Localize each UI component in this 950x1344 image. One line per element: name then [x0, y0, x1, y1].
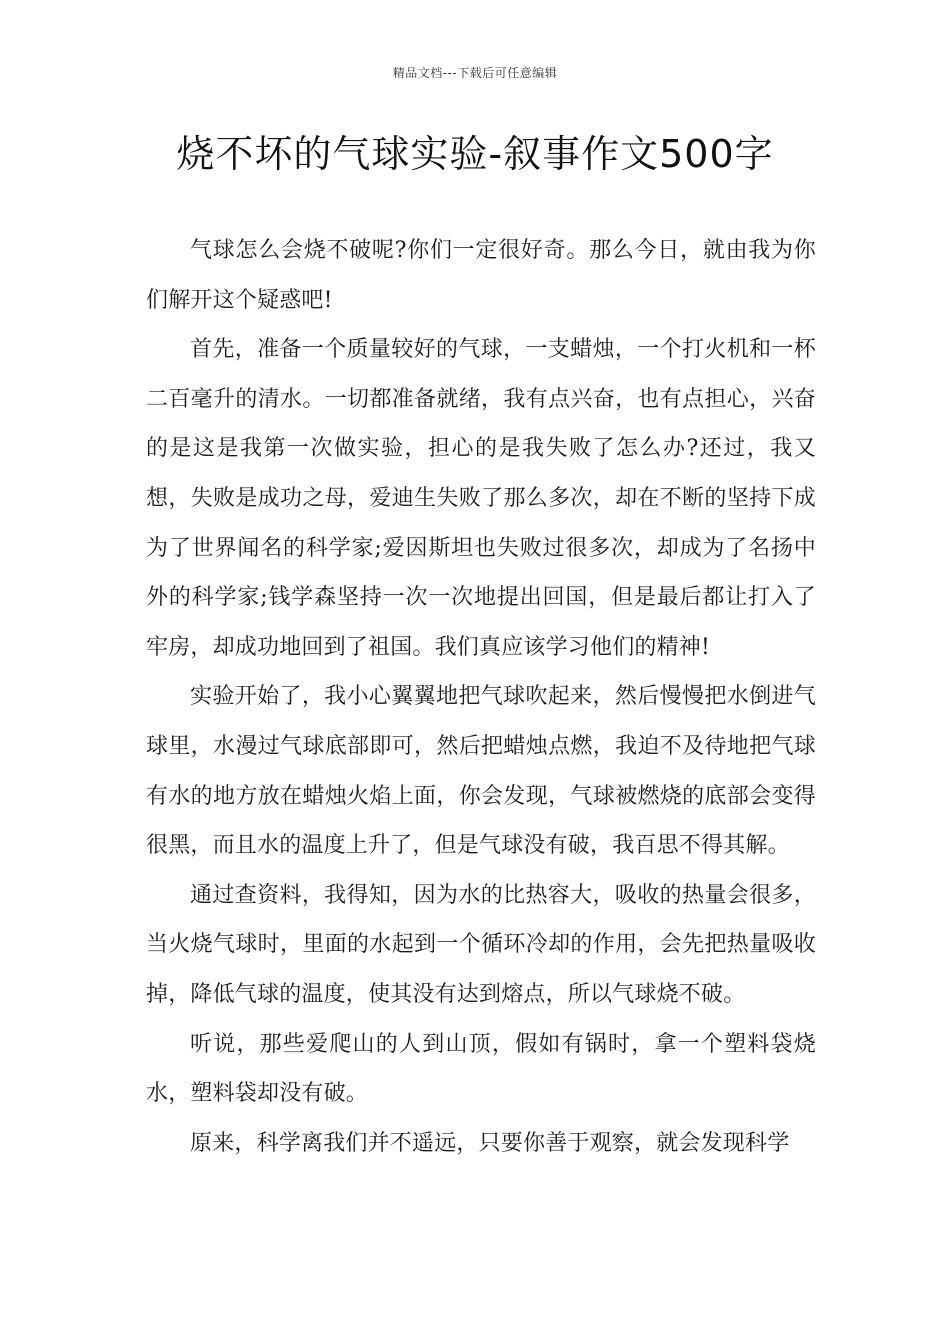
paragraph: 实验开始了，我小心翼翼地把气球吹起来，然后慢慢把水倒进气球里，水漫过气球底部即可，然后把蜡烛点燃，我迫不及待地把气球有水的地方放在蜡烛火焰上面，你会发现，气球被燃烧的底部会变得很黑，而且水的温度上升了，但是气球没有破，我百思不得其解。	[146, 684, 816, 859]
paragraph: 通过查资料，我得知，因为水的比热容大，吸收的热量会很多，当火烧气球时，里面的水起到一个循环冷却的作用，会先把热量吸收掉，降低气球的温度，使其没有达到熔点，所以气球烧不破。	[146, 882, 816, 1007]
header-note: 精品文档---下载后可任意编辑	[392, 66, 558, 80]
document-body	[146, 226, 816, 1168]
paragraph: 听说，那些爱爬山的人到山顶，假如有锅时，拿一个塑料袋烧水，塑料袋却没有破。	[146, 1031, 816, 1107]
paragraph: 原来，科学离我们并不遥远，只要你善于观察，就会发现科学	[190, 1130, 790, 1156]
paragraph: 气球怎么会烧不破呢?你们一定很好奇。那么今日，就由我为你们解开这个疑惑吧!	[146, 238, 816, 313]
paragraph: 首先，准备一个质量较好的气球，一支蜡烛，一个打火机和一杯二百毫升的清水。一切都准备就绪，我有点兴奋，也有点担心，兴奋的是这是我第一次做实验，担心的是我失败了怎么办?还过，我又想，失败是成功之母，爱迪生失败了那么多次，却在不断的坚持下成为了世界闻名的科学家;爱因斯坦也失败过很多次，却成为了名扬中外的科学家;钱学森坚持一次一次地提出回国，但是最后都让打入了牢房，却成功地回到了祖国。我们真应该学习他们的精神!	[146, 337, 816, 660]
document-title: 烧不坏的气球实验-叙事作文500字	[176, 132, 774, 176]
